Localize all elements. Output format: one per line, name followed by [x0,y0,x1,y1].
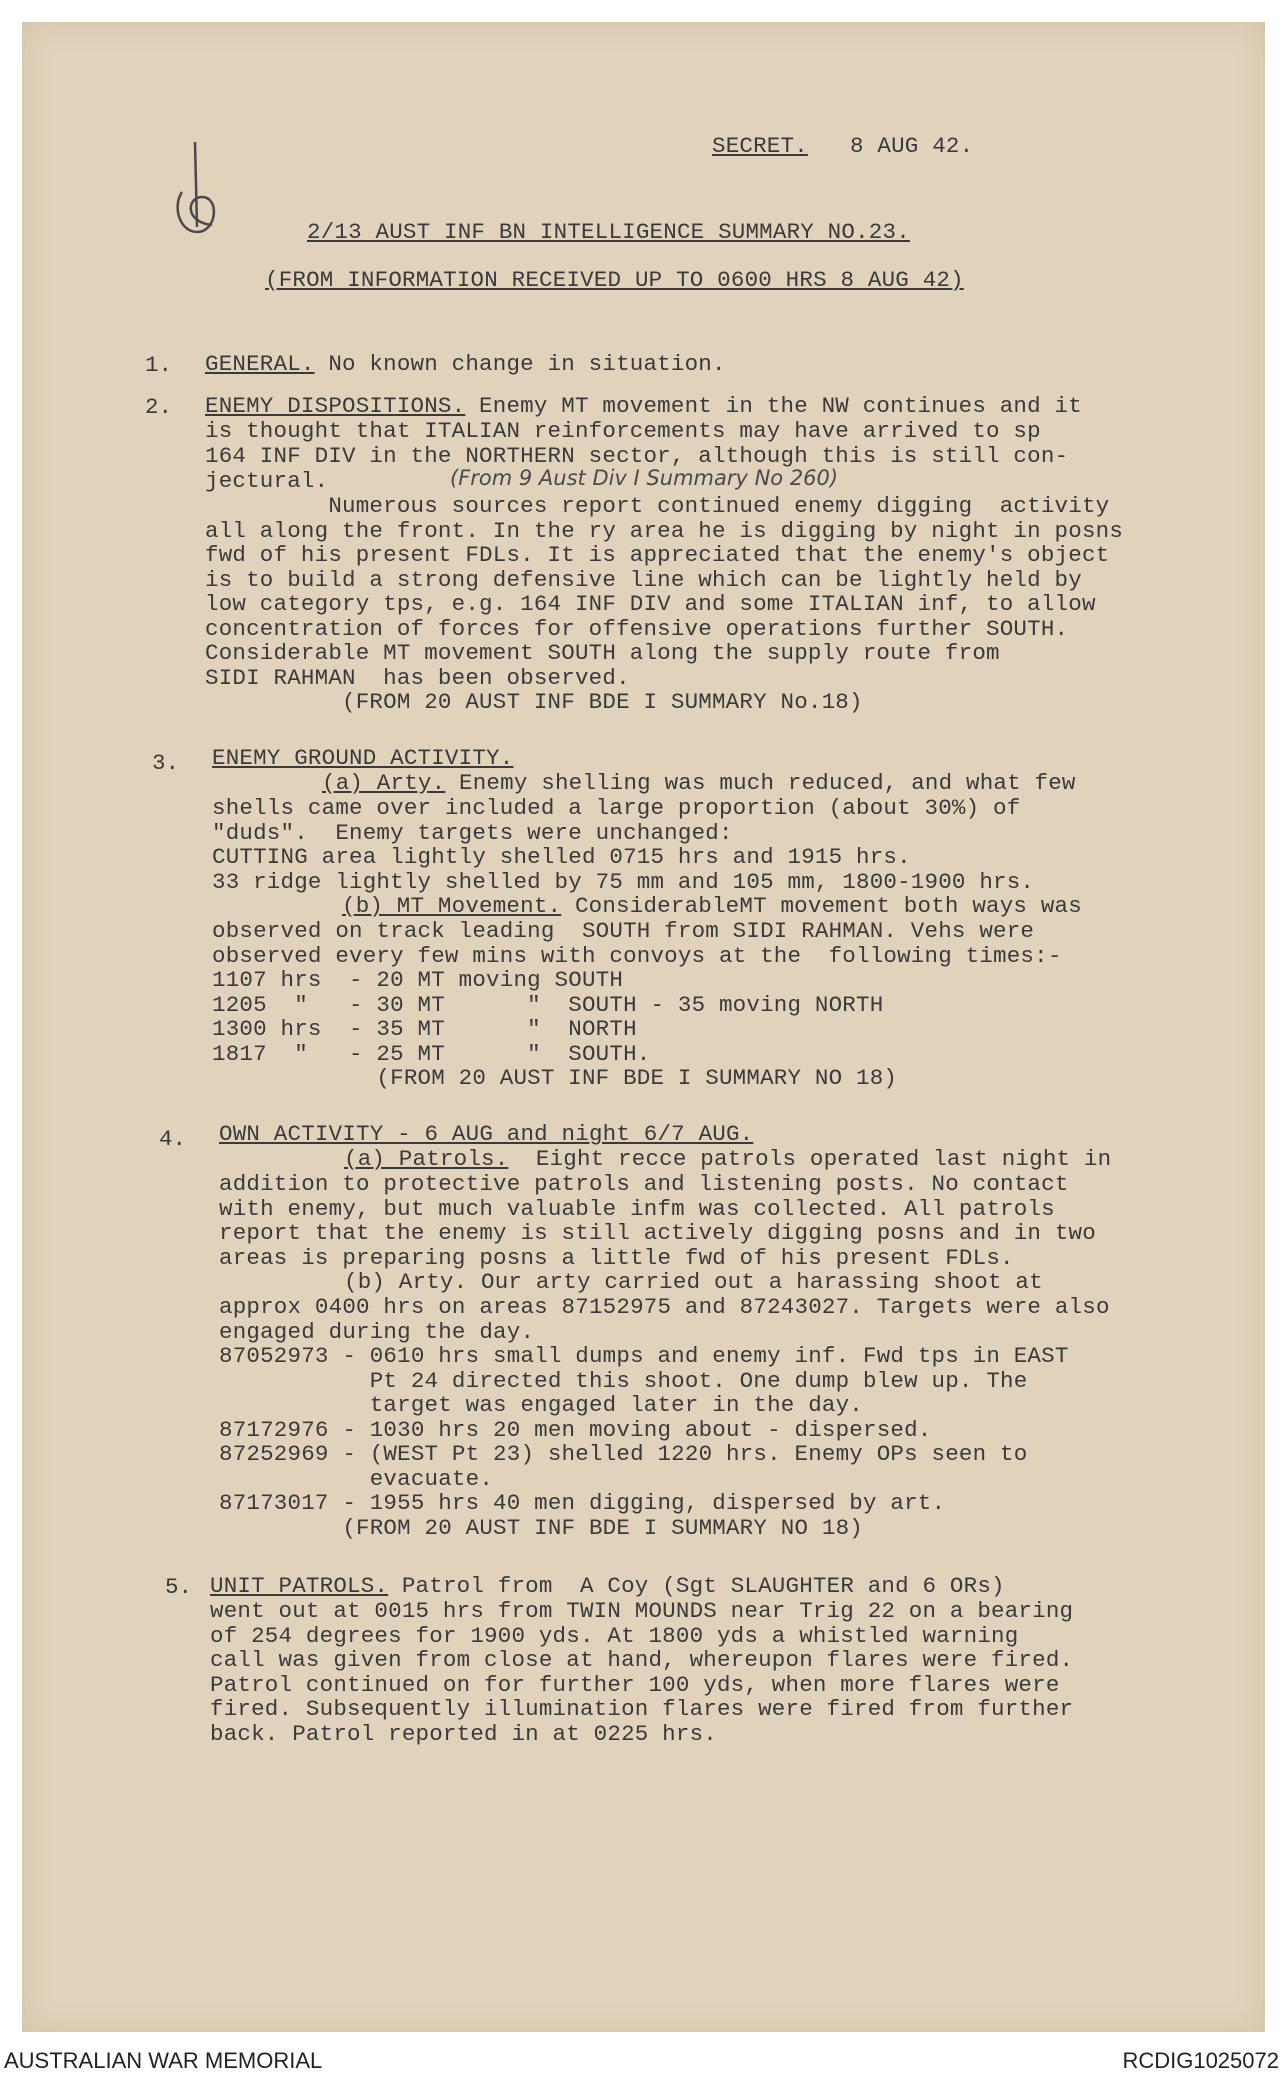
section-1-number: 1. [145,352,173,378]
handwritten-source-note: (From 9 Aust Div I Summary No 260) [450,466,839,490]
section-3-number: 3. [152,750,180,776]
section-1-heading: GENERAL. [205,351,315,377]
section-2-line-4: jectural. [205,468,329,494]
section-2-line-3: 164 INF DIV in the NORTHERN sector, although this is still con- [205,443,1069,469]
section-2-para-2: Numerous sources report continued enemy digging activity all along the front. In the ry area he is digging by night in posns fwd of his present FDLs. It is appreciated that the enemy's object is to build a strong defensive line which can be lightly held by low category tps, e.g. 164 INF DIV and some ITALIAN inf, to allow concentration of forces for offensive operations further SOUTH. Considerable MT movement SOUTH along the supply route from SIDI RAHMAN has been observed. (FROM 20 AUST INF BDE I SUMMARY No.18) [205,493,1124,715]
footer-archive-name: AUSTRALIAN WAR MEMORIAL [4,2048,323,2073]
section-2-heading: ENEMY DISPOSITIONS. [205,393,466,419]
section-2-line-2: is thought that ITALIAN reinforcements may have arrived to sp [205,418,1041,444]
section-1 [205,352,726,377]
page-title: 2/13 AUST INF BN INTELLIGENCE SUMMARY NO.23. [307,219,910,245]
section-3-line-a: (a) Arty. Enemy shelling was much reduced, and what few [322,770,1076,796]
section-4-heading: OWN ACTIVITY - 6 AUG and night 6/7 AUG. [219,1121,754,1147]
document-date: 8 AUG 42. [850,133,974,159]
section-4-lines-a: addition to protective patrols and listening posts. No contact with enemy, but much valuable infm was collected. All patrols report that the enemy is still actively digging posns and in two areas is preparing posns a little fwd of his present FDLs. [219,1171,1096,1271]
section-5-number: 5. [165,1574,193,1600]
section-3-lines: shells came over included a large proportion (about 30%) of "duds". Enemy targets were unchanged: CUTTING area lightly shelled 0715 hrs and 1915 hrs. 33 ridge lightly shelled by 75 mm and 105 mm, 1800-1900 hrs. [212,795,1035,895]
section-5-line-1: UNIT PATROLS. Patrol from A Coy (Sgt SLAUGHTER and 6 ORs) [210,1573,1005,1599]
section-3-heading: ENEMY GROUND ACTIVITY. [212,745,514,771]
section-4-line-b: (b) Arty. Our arty carried out a harassing shoot at [344,1269,1043,1295]
classification: SECRET. [712,133,808,159]
section-4-number: 4. [159,1126,187,1152]
page-subtitle: (FROM INFORMATION RECEIVED UP TO 0600 HRS 8 AUG 42) [265,267,964,293]
section-5-heading: UNIT PATROLS. [210,1573,389,1599]
footer-record-id: RCDIG1025072 [1122,2048,1279,2073]
section-2-line-1: ENEMY DISPOSITIONS. Enemy MT movement in the NW continues and it [205,393,1082,419]
section-4-lines-b: approx 0400 hrs on areas 87152975 and 87243027. Targets were also engaged during the day. 87052973 - 0610 hrs small dumps and enemy inf. Fwd tps in EAST Pt 24 directed this shoot. One dump blew up. The target was engaged later in the day. 87172976 - 1030 hrs 20 men moving about - dispersed. 87252969 - (WEST Pt 23) shelled 1220 hrs. Enemy OPs seen to evacuate. 87173017 - 1955 hrs 40 men digging, dispersed by art. (FROM 20 AUST INF BDE I SUMMARY NO 18) [219,1294,1110,1541]
section-3-lines-b: observed on track leading SOUTH from SIDI RAHMAN. Vehs were observed every few mins with convoys at the following times:- 1107 hrs - 20 MT moving SOUTH 1205 " - 30 MT " SOUTH - 35 moving NORTH 1300 hrs - 35 MT " NORTH 1817 " - 25 MT " SOUTH. (FROM 20 AUST INF BDE I SUMMARY NO 18) [212,918,1062,1091]
section-2-number: 2. [145,394,173,420]
section-3-line-b: (b) MT Movement. ConsiderableMT movement both ways was [342,893,1082,919]
section-1-text: No known change in situation. [314,351,726,377]
section-4-line-a: (a) Patrols. Eight recce patrols operated last night in [344,1146,1112,1172]
document-page [22,22,1265,2032]
handwritten-initials-mark [162,137,232,257]
section-5-lines: went out at 0015 hrs from TWIN MOUNDS near Trig 22 on a bearing of 254 degrees for 1900 yds. At 1800 yds a whistled warning call was given from close at hand, whereupon flares were fired. Patrol continued on for further 100 yds, when more flares were fired. Subsequently illumination flares were fired from further back. Patrol reported in at 0225 hrs. [210,1598,1074,1747]
